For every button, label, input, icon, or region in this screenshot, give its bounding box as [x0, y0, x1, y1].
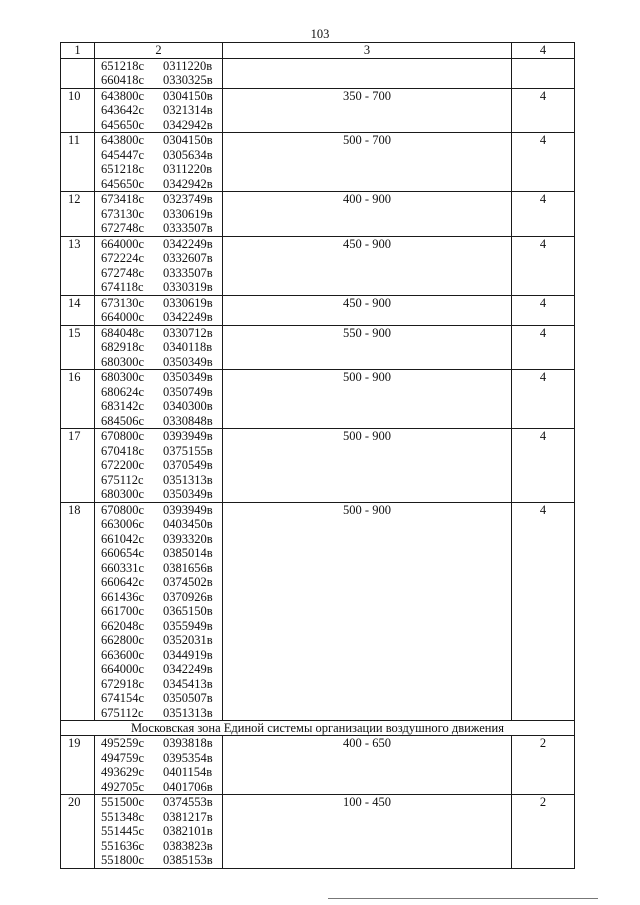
latitude: 670800с — [101, 429, 145, 443]
coordinate-pair — [101, 546, 222, 561]
coordinate-pair — [101, 414, 222, 429]
longitude: 0383823в — [163, 838, 213, 853]
coordinates-cell — [95, 133, 223, 192]
coordinates-cell — [95, 502, 223, 721]
row-number — [61, 58, 95, 88]
coordinate-pair — [101, 340, 222, 355]
table-row — [61, 133, 575, 192]
airspace-class: 4 — [512, 88, 575, 133]
latitude: 672748с — [101, 221, 145, 235]
coordinate-pair — [101, 221, 222, 236]
coordinate-pair — [101, 73, 222, 88]
longitude: 0330325в — [163, 73, 213, 87]
table-row — [61, 192, 575, 237]
header-col-1: 1 — [61, 43, 95, 59]
row-number: 14 — [61, 295, 95, 325]
longitude: 0381217в — [163, 809, 213, 824]
coordinate-pair — [101, 736, 222, 751]
coordinate-pair — [101, 824, 222, 839]
latitude: 680300с — [101, 487, 145, 501]
coordinate-pair — [101, 310, 222, 325]
latitude: 664000с — [101, 236, 145, 251]
latitude: 682918с — [101, 340, 145, 354]
row-number: 13 — [61, 236, 95, 295]
coordinate-pair — [101, 795, 222, 810]
altitude-range: 350 - 700 — [223, 88, 512, 133]
airspace-table — [60, 42, 575, 869]
latitude: 661042с — [101, 531, 145, 546]
altitude-range: 450 - 900 — [223, 295, 512, 325]
longitude: 0375155в — [163, 443, 213, 458]
table-row — [61, 502, 575, 721]
coordinate-pair — [101, 89, 222, 104]
table-row — [61, 736, 575, 795]
longitude: 0350349в — [163, 487, 213, 501]
row-number: 17 — [61, 429, 95, 503]
coordinate-pair — [101, 385, 222, 400]
latitude: 643800с — [101, 88, 145, 103]
coordinate-pair — [101, 326, 222, 341]
latitude: 673130с — [101, 206, 145, 221]
longitude: 0370926в — [163, 589, 213, 604]
longitude: 0350349в — [163, 370, 213, 384]
zone-title: Московская зона Единой системы организации воздушного движения — [61, 721, 575, 736]
airspace-class: 4 — [512, 295, 575, 325]
latitude: 643642с — [101, 103, 145, 117]
longitude: 0393818в — [163, 736, 213, 750]
coordinate-pair — [101, 561, 222, 576]
coordinate-pair — [101, 677, 222, 692]
latitude: 494759с — [101, 750, 145, 765]
airspace-class — [512, 58, 575, 88]
latitude: 645650с — [101, 176, 145, 191]
longitude: 0330619в — [163, 295, 213, 310]
latitude: 660418с — [101, 73, 145, 87]
coordinate-pair — [101, 251, 222, 266]
longitude: 0342249в — [163, 662, 213, 676]
coordinate-pair — [101, 619, 222, 634]
header-col-2: 2 — [95, 43, 223, 59]
longitude: 0330848в — [163, 413, 213, 428]
latitude: 551500с — [101, 795, 145, 809]
longitude: 0344919в — [163, 647, 213, 662]
longitude: 0304150в — [163, 133, 213, 147]
longitude: 0304150в — [163, 88, 213, 103]
latitude: 662800с — [101, 633, 145, 647]
latitude: 660331с — [101, 560, 145, 575]
coordinate-pair — [101, 118, 222, 133]
longitude: 0323749в — [163, 192, 213, 206]
page-number: 103 — [310, 27, 330, 41]
coordinate-pair — [101, 839, 222, 854]
longitude: 0342249в — [163, 236, 213, 251]
row-number: 15 — [61, 325, 95, 370]
coordinate-pair — [101, 207, 222, 222]
coordinate-pair — [101, 429, 222, 444]
table-row — [61, 236, 575, 295]
coordinates-cell — [95, 192, 223, 237]
coordinate-pair — [101, 355, 222, 370]
table-row — [61, 58, 575, 88]
header-col-3: 3 — [223, 43, 512, 59]
latitude: 670800с — [101, 502, 145, 517]
latitude: 663006с — [101, 517, 145, 531]
coordinate-pair — [101, 177, 222, 192]
altitude-range: 500 - 700 — [223, 133, 512, 192]
latitude: 664000с — [101, 662, 145, 676]
latitude: 684048с — [101, 325, 145, 340]
latitude: 664000с — [101, 310, 145, 324]
table-row — [61, 325, 575, 370]
table-row — [61, 370, 575, 429]
longitude: 0330619в — [163, 206, 213, 221]
longitude: 0370549в — [163, 458, 213, 472]
row-number: 19 — [61, 736, 95, 795]
airspace-class: 4 — [512, 325, 575, 370]
row-number: 12 — [61, 192, 95, 237]
coordinate-pair — [101, 575, 222, 590]
coordinate-pair — [101, 444, 222, 459]
coordinate-pair — [101, 691, 222, 706]
longitude: 0355949в — [163, 618, 213, 633]
altitude-range: 400 - 650 — [223, 736, 512, 795]
longitude: 0330319в — [163, 280, 213, 294]
longitude: 0340118в — [163, 340, 213, 354]
latitude: 493629с — [101, 765, 145, 779]
coordinate-pair — [101, 604, 222, 619]
table-row — [61, 88, 575, 133]
longitude: 0350349в — [163, 354, 213, 369]
coordinate-pair — [101, 810, 222, 825]
latitude: 492705с — [101, 779, 145, 794]
coordinate-pair — [101, 370, 222, 385]
coordinates-cell — [95, 429, 223, 503]
longitude: 0352031в — [163, 633, 213, 647]
coordinates-cell — [95, 236, 223, 295]
longitude: 0311220в — [163, 58, 213, 73]
longitude: 0365150в — [163, 604, 213, 618]
coordinate-pair — [101, 590, 222, 605]
longitude: 0305634в — [163, 147, 213, 162]
bottom-rule — [328, 898, 598, 899]
latitude: 680300с — [101, 370, 145, 384]
coordinate-pair — [101, 517, 222, 532]
latitude: 675112с — [101, 472, 144, 487]
zone-row — [61, 721, 575, 736]
coordinates-cell — [95, 58, 223, 88]
coordinate-pair — [101, 280, 222, 295]
table-header-row — [61, 43, 575, 59]
coordinate-pair — [101, 399, 222, 414]
longitude: 0350507в — [163, 691, 213, 705]
coordinate-pair — [101, 706, 222, 721]
longitude: 0382101в — [163, 824, 213, 838]
row-number: 18 — [61, 502, 95, 721]
coordinates-cell — [95, 736, 223, 795]
airspace-class: 4 — [512, 133, 575, 192]
longitude: 0374553в — [163, 795, 213, 809]
altitude-range: 500 - 900 — [223, 429, 512, 503]
coordinate-pair — [101, 59, 222, 74]
latitude: 661700с — [101, 604, 145, 618]
latitude: 673130с — [101, 295, 145, 310]
latitude: 680300с — [101, 354, 145, 369]
latitude: 675112с — [101, 705, 144, 720]
longitude: 0342942в — [163, 176, 213, 191]
latitude: 660654с — [101, 546, 145, 560]
header-col-4: 4 — [512, 43, 575, 59]
coordinate-pair — [101, 487, 222, 502]
row-number: 16 — [61, 370, 95, 429]
latitude: 683142с — [101, 399, 145, 413]
coordinate-pair — [101, 765, 222, 780]
row-number: 20 — [61, 795, 95, 869]
coordinate-pair — [101, 148, 222, 163]
latitude: 684506с — [101, 413, 145, 428]
longitude: 0351313в — [163, 705, 213, 720]
coordinates-cell — [95, 325, 223, 370]
coordinate-pair — [101, 532, 222, 547]
coordinate-pair — [101, 133, 222, 148]
latitude: 672748с — [101, 265, 145, 280]
latitude: 551800с — [101, 853, 145, 867]
latitude: 551636с — [101, 838, 145, 853]
latitude: 672224с — [101, 251, 145, 265]
longitude: 0351313в — [163, 472, 213, 487]
coordinate-pair — [101, 237, 222, 252]
altitude-range: 500 - 900 — [223, 502, 512, 721]
altitude-range: 100 - 450 — [223, 795, 512, 869]
longitude: 0374502в — [163, 575, 213, 589]
coordinate-pair — [101, 633, 222, 648]
airspace-class: 4 — [512, 192, 575, 237]
longitude: 0333507в — [163, 265, 213, 280]
latitude: 662048с — [101, 618, 145, 633]
latitude: 660642с — [101, 575, 145, 589]
latitude: 651218с — [101, 58, 145, 73]
airspace-class: 2 — [512, 736, 575, 795]
latitude: 645650с — [101, 117, 145, 132]
longitude: 0393949в — [163, 429, 213, 443]
longitude: 0332607в — [163, 251, 213, 265]
altitude-range: 400 - 900 — [223, 192, 512, 237]
coordinate-pair — [101, 296, 222, 311]
latitude: 674118с — [101, 280, 144, 294]
altitude-range: 550 - 900 — [223, 325, 512, 370]
longitude: 0350749в — [163, 384, 213, 399]
coordinate-pair — [101, 192, 222, 207]
coordinate-pair — [101, 853, 222, 868]
coordinate-pair — [101, 648, 222, 663]
airspace-class: 4 — [512, 429, 575, 503]
longitude: 0342942в — [163, 117, 213, 132]
latitude: 673418с — [101, 192, 145, 206]
longitude: 0401706в — [163, 779, 213, 794]
coordinate-pair — [101, 266, 222, 281]
longitude: 0393949в — [163, 502, 213, 517]
latitude: 643800с — [101, 133, 145, 147]
latitude: 672918с — [101, 676, 145, 691]
row-number: 11 — [61, 133, 95, 192]
longitude: 0385014в — [163, 546, 213, 560]
latitude: 661436с — [101, 589, 145, 604]
coordinates-cell — [95, 370, 223, 429]
coordinates-cell — [95, 795, 223, 869]
longitude: 0342249в — [163, 310, 213, 324]
latitude: 645447с — [101, 147, 145, 162]
coordinate-pair — [101, 162, 222, 177]
airspace-class: 4 — [512, 370, 575, 429]
latitude: 551348с — [101, 809, 145, 824]
table-row — [61, 795, 575, 869]
longitude: 0330712в — [163, 325, 213, 340]
coordinate-pair — [101, 503, 222, 518]
table-row — [61, 429, 575, 503]
altitude-range: 500 - 900 — [223, 370, 512, 429]
latitude: 670418с — [101, 443, 145, 458]
longitude: 0401154в — [163, 765, 213, 779]
coordinate-pair — [101, 780, 222, 795]
latitude: 551445с — [101, 824, 145, 838]
table-row — [61, 295, 575, 325]
longitude: 0395354в — [163, 750, 213, 765]
coordinate-pair — [101, 103, 222, 118]
longitude: 0385153в — [163, 853, 213, 867]
coordinates-cell — [95, 295, 223, 325]
longitude: 0340300в — [163, 399, 213, 413]
airspace-class: 2 — [512, 795, 575, 869]
longitude: 0393320в — [163, 531, 213, 546]
longitude: 0345413в — [163, 676, 213, 691]
airspace-class: 4 — [512, 236, 575, 295]
longitude: 0333507в — [163, 221, 213, 235]
longitude: 0321314в — [163, 103, 213, 117]
latitude: 495259с — [101, 736, 145, 750]
airspace-class: 4 — [512, 502, 575, 721]
row-number: 10 — [61, 88, 95, 133]
altitude-range — [223, 58, 512, 88]
coordinate-pair — [101, 458, 222, 473]
altitude-range: 450 - 900 — [223, 236, 512, 295]
longitude: 0381656в — [163, 560, 213, 575]
latitude: 672200с — [101, 458, 145, 472]
coordinate-pair — [101, 662, 222, 677]
latitude: 680624с — [101, 384, 145, 399]
coordinates-cell — [95, 88, 223, 133]
latitude: 663600с — [101, 647, 145, 662]
coordinate-pair — [101, 751, 222, 766]
coordinate-pair — [101, 473, 222, 488]
latitude: 674154с — [101, 691, 145, 705]
longitude: 0403450в — [163, 517, 213, 531]
longitude: 0311220в — [163, 162, 213, 176]
latitude: 651218с — [101, 162, 145, 176]
